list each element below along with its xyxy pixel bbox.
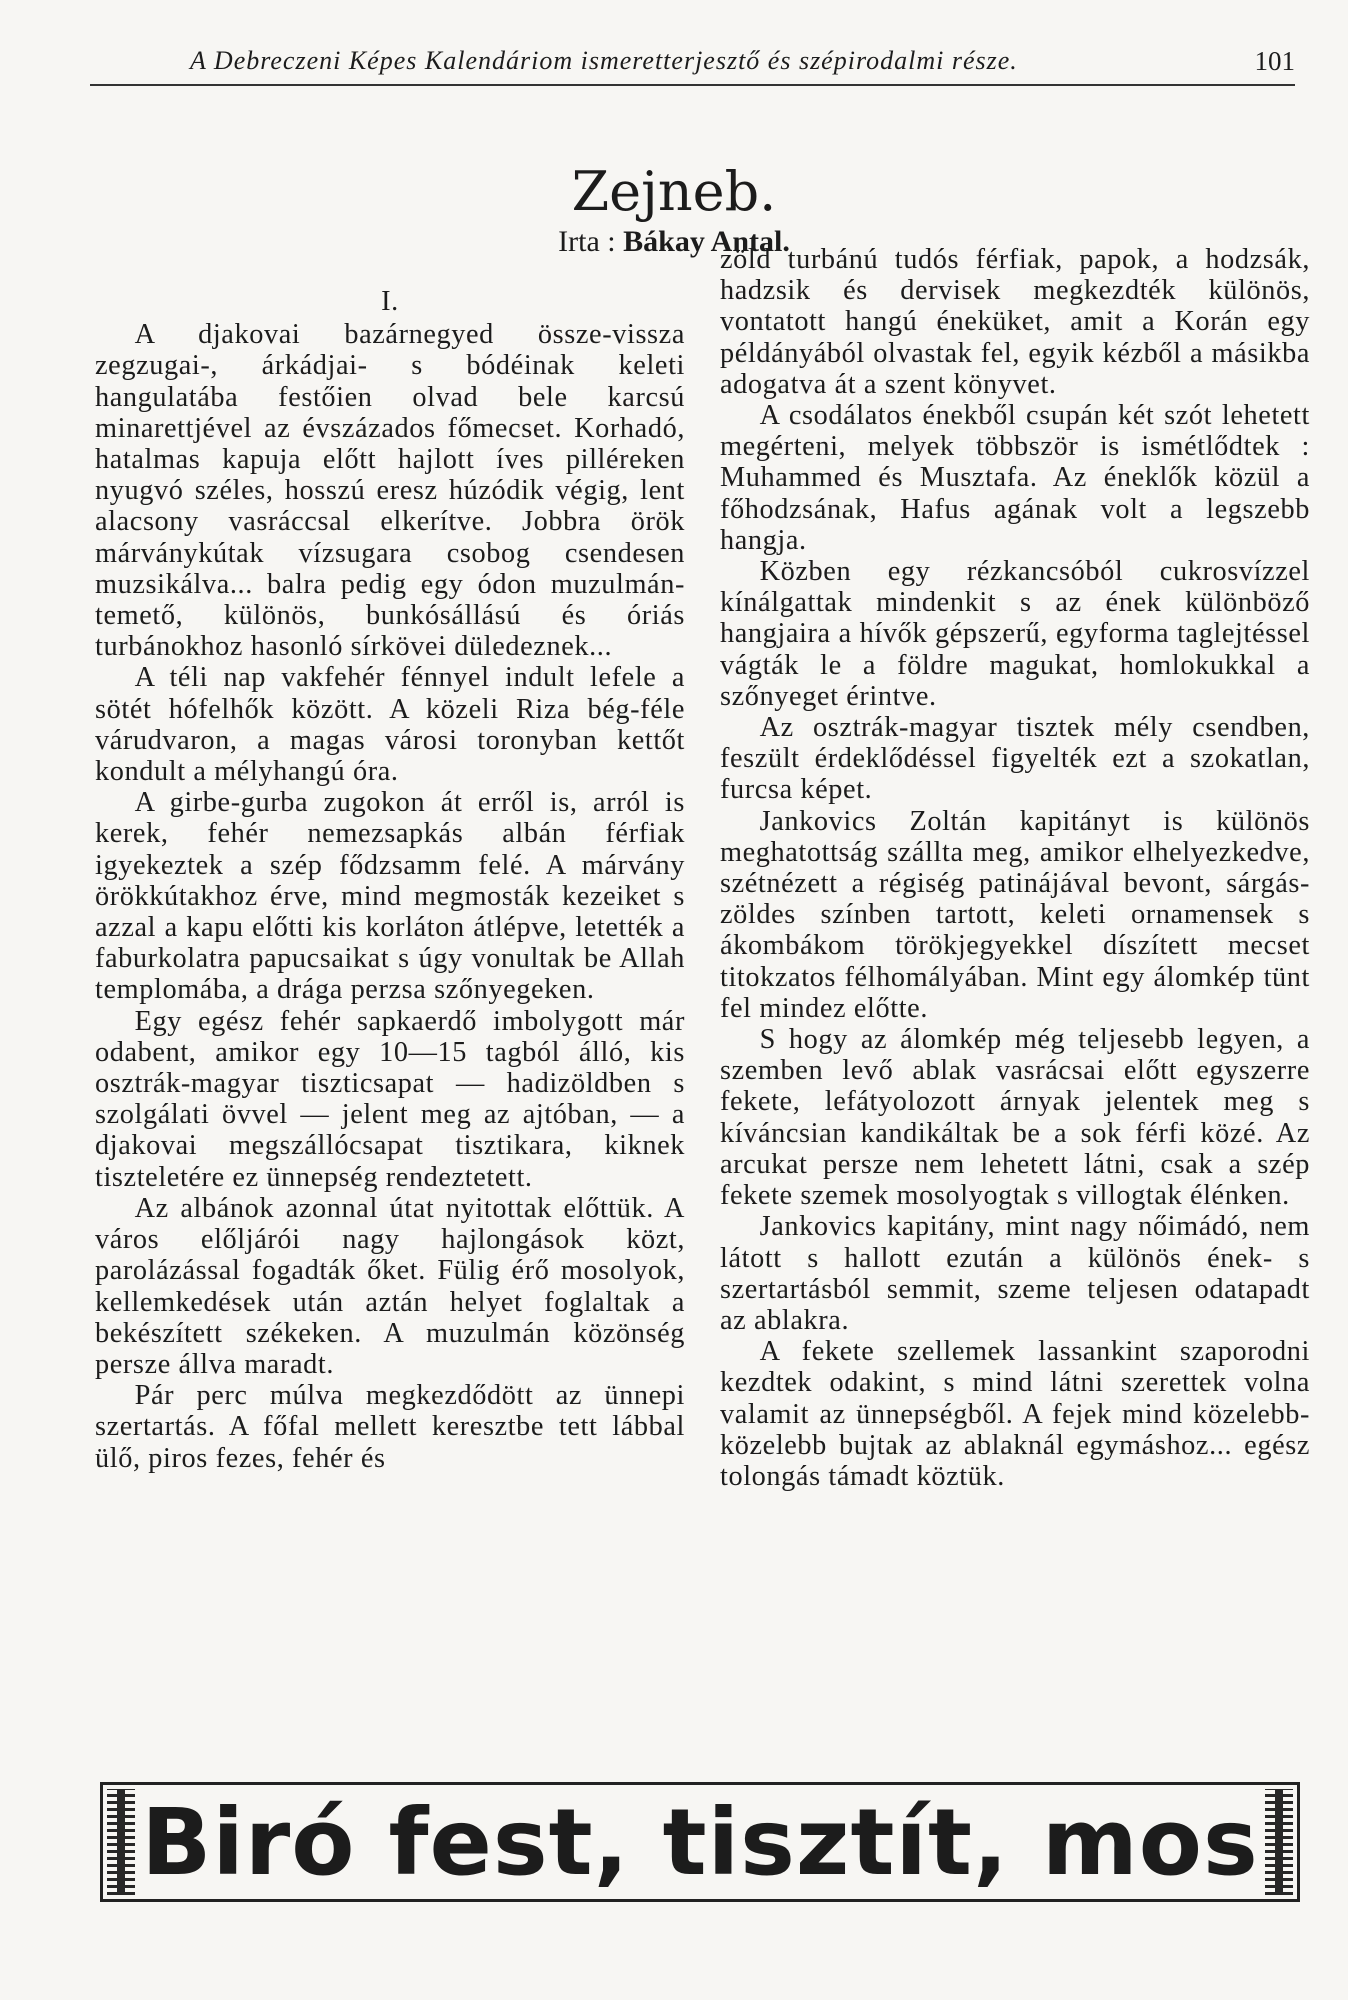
ornament-border-icon [1265,1789,1293,1895]
section-number: I. [381,286,399,317]
paragraph: A téli nap vakfehér fénnyel indult lefele a sötét hófelhők között. A közeli Riza bég-féle várudvaron, a magas városi toronyban kettőt kondult a mélyhangú óra. [95,662,685,788]
running-header [90,44,1295,86]
paragraph: zöld turbánú tudós férfiak, papok, a hodzsák, hadzsik és dervisek megkezdték különös, vontatott hangú éneküket, amit a Korán egy példányából olvastak fel, egyik kézből a másikba adogatva át a szent könyvet. [720,244,1310,400]
paragraph: Az osztrák-magyar tisztek mély csendben, feszült érdeklődéssel figyelték ezt a szokatlan, furcsa képet. [720,712,1310,806]
paragraph: A girbe-gurba zugokon át erről is, arról is kerek, fehér nemezsapkás albán férfiak igyekeztek a szép fődzsamm felé. A márvány örökkútakhoz érve, mind megmosták kezeiket s azzal a kapu előtti kis korláton átlépve, letették a faburkolatra papucsaikat s úgy vonultak be Allah templomába, a drága perzsa szőnyegeken. [95,787,685,1006]
advertisement-box [100,1782,1300,1902]
paragraph: Jankovics Zoltán kapitányt is különös meghatottság szállta meg, amikor elhelyezkedve, szétnézett a régiség patinájával bevont, sárgás-zöldes színben tartott, keleti ornamensek s ákombákom törökjegyekkel díszített mecset titokzatos félhomályában. Mint egy álomkép tünt fel mindez előtte. [720,805,1310,1024]
ornament-border-icon [107,1789,135,1895]
page-number: 101 [1254,46,1295,76]
right-column [720,244,1310,1492]
paragraph: S hogy az álomkép még teljesebb legyen, a szemben levő ablak vasrácsai előtt egyszerre fekete, lefátyolozott árnyak jelentek meg s kíváncsian kandikáltak be a sok férfi közé. Az arcukat persze nem lehetett látni, csak a szép fekete szemek mosolyogtak s villogtak élénken. [720,1024,1310,1212]
paragraph: A fekete szellemek lassankint szaporodni kezdtek odakint, s mind látni szerettek volna valamit az ünnepségből. A fejek mind közelebb-közelebb bujtak az ablaknál egymáshoz... egész tolongás támadt köztük. [720,1336,1310,1492]
left-column [95,286,685,1474]
paragraph: Jankovics kapitány, mint nagy nőimádó, nem látott s hallott ezután a különös ének- s szertartásból semmit, szeme teljesen odatapadt az ablakra. [720,1211,1310,1336]
paragraph: Az albánok azonnal útat nyitottak előttük. A város előljárói nagy hajlongások közt, parolázással fogadták őket. Fülig érő mosolyok, kellemkedések után aztán helyet foglaltak a bekészített székeken. A muzulmán közönség persze állva maradt. [95,1192,685,1380]
byline-prefix: Irta : [558,225,616,258]
running-title: A Debreczeni Képes Kalendáriom ismeretterjesztő és szépirodalmi része. [190,46,1018,75]
paragraph: A csodálatos énekből csupán két szót lehetett megérteni, melyek többször is ismétlődtek : Muhammed és Musztafa. Az éneklők közül a főhodzsának, Hafus agának volt a legszebb hangja. [720,400,1310,556]
paragraph: Pár perc múlva megkezdődött az ünnepi szertartás. A főfal mellett keresztbe tett lábbal ülő, piros fezes, fehér és [95,1380,685,1474]
author-name: Bákay Antal. [623,225,790,258]
article-title: Zejneb. [571,160,777,223]
paragraph: A djakovai bazárnegyed össze-vissza zegzugai-, árkádjai- s bódéinak keleti hangulatába festőien olvad bele karcsú minarettjével az évszázados főmecset. Korhadó, hatalmas kapuja előtt hajlott íves pilléreken nyugvó széles, hosszú eresz húzódik végig, lent alacsony vasráccsal elkerítve. Jobbra örök márványkútak vízsugara csobog csendesen muzsikálva... balra pedig egy ódon muzulmán-temető, különös, bunkósállású és óriás turbánokhoz hasonló sírkövei düledeznek... [95,319,685,663]
paragraph: Közben egy rézkancsóból cukrosvízzel kínálgattak mindenkit s az ének különböző hangjaira a hívők gépszerű, egyforma taglejtéssel vágták le a földre magukat, homlokukkal a szőnyeget érintve. [720,556,1310,712]
paragraph: Egy egész fehér sapkaerdő imbolygott már odabent, amikor egy 10—15 tagból álló, kis osztrák-magyar tiszticsapat — hadizöldben s szolgálati övvel — jelent meg az ajtóban, — a djakovai megszállócsapat tisztikara, kiknek tiszteletére ez ünnepség rendeztetett. [95,1005,685,1193]
advertisement-text: Biró fest, tisztít, mos [141,1788,1259,1896]
